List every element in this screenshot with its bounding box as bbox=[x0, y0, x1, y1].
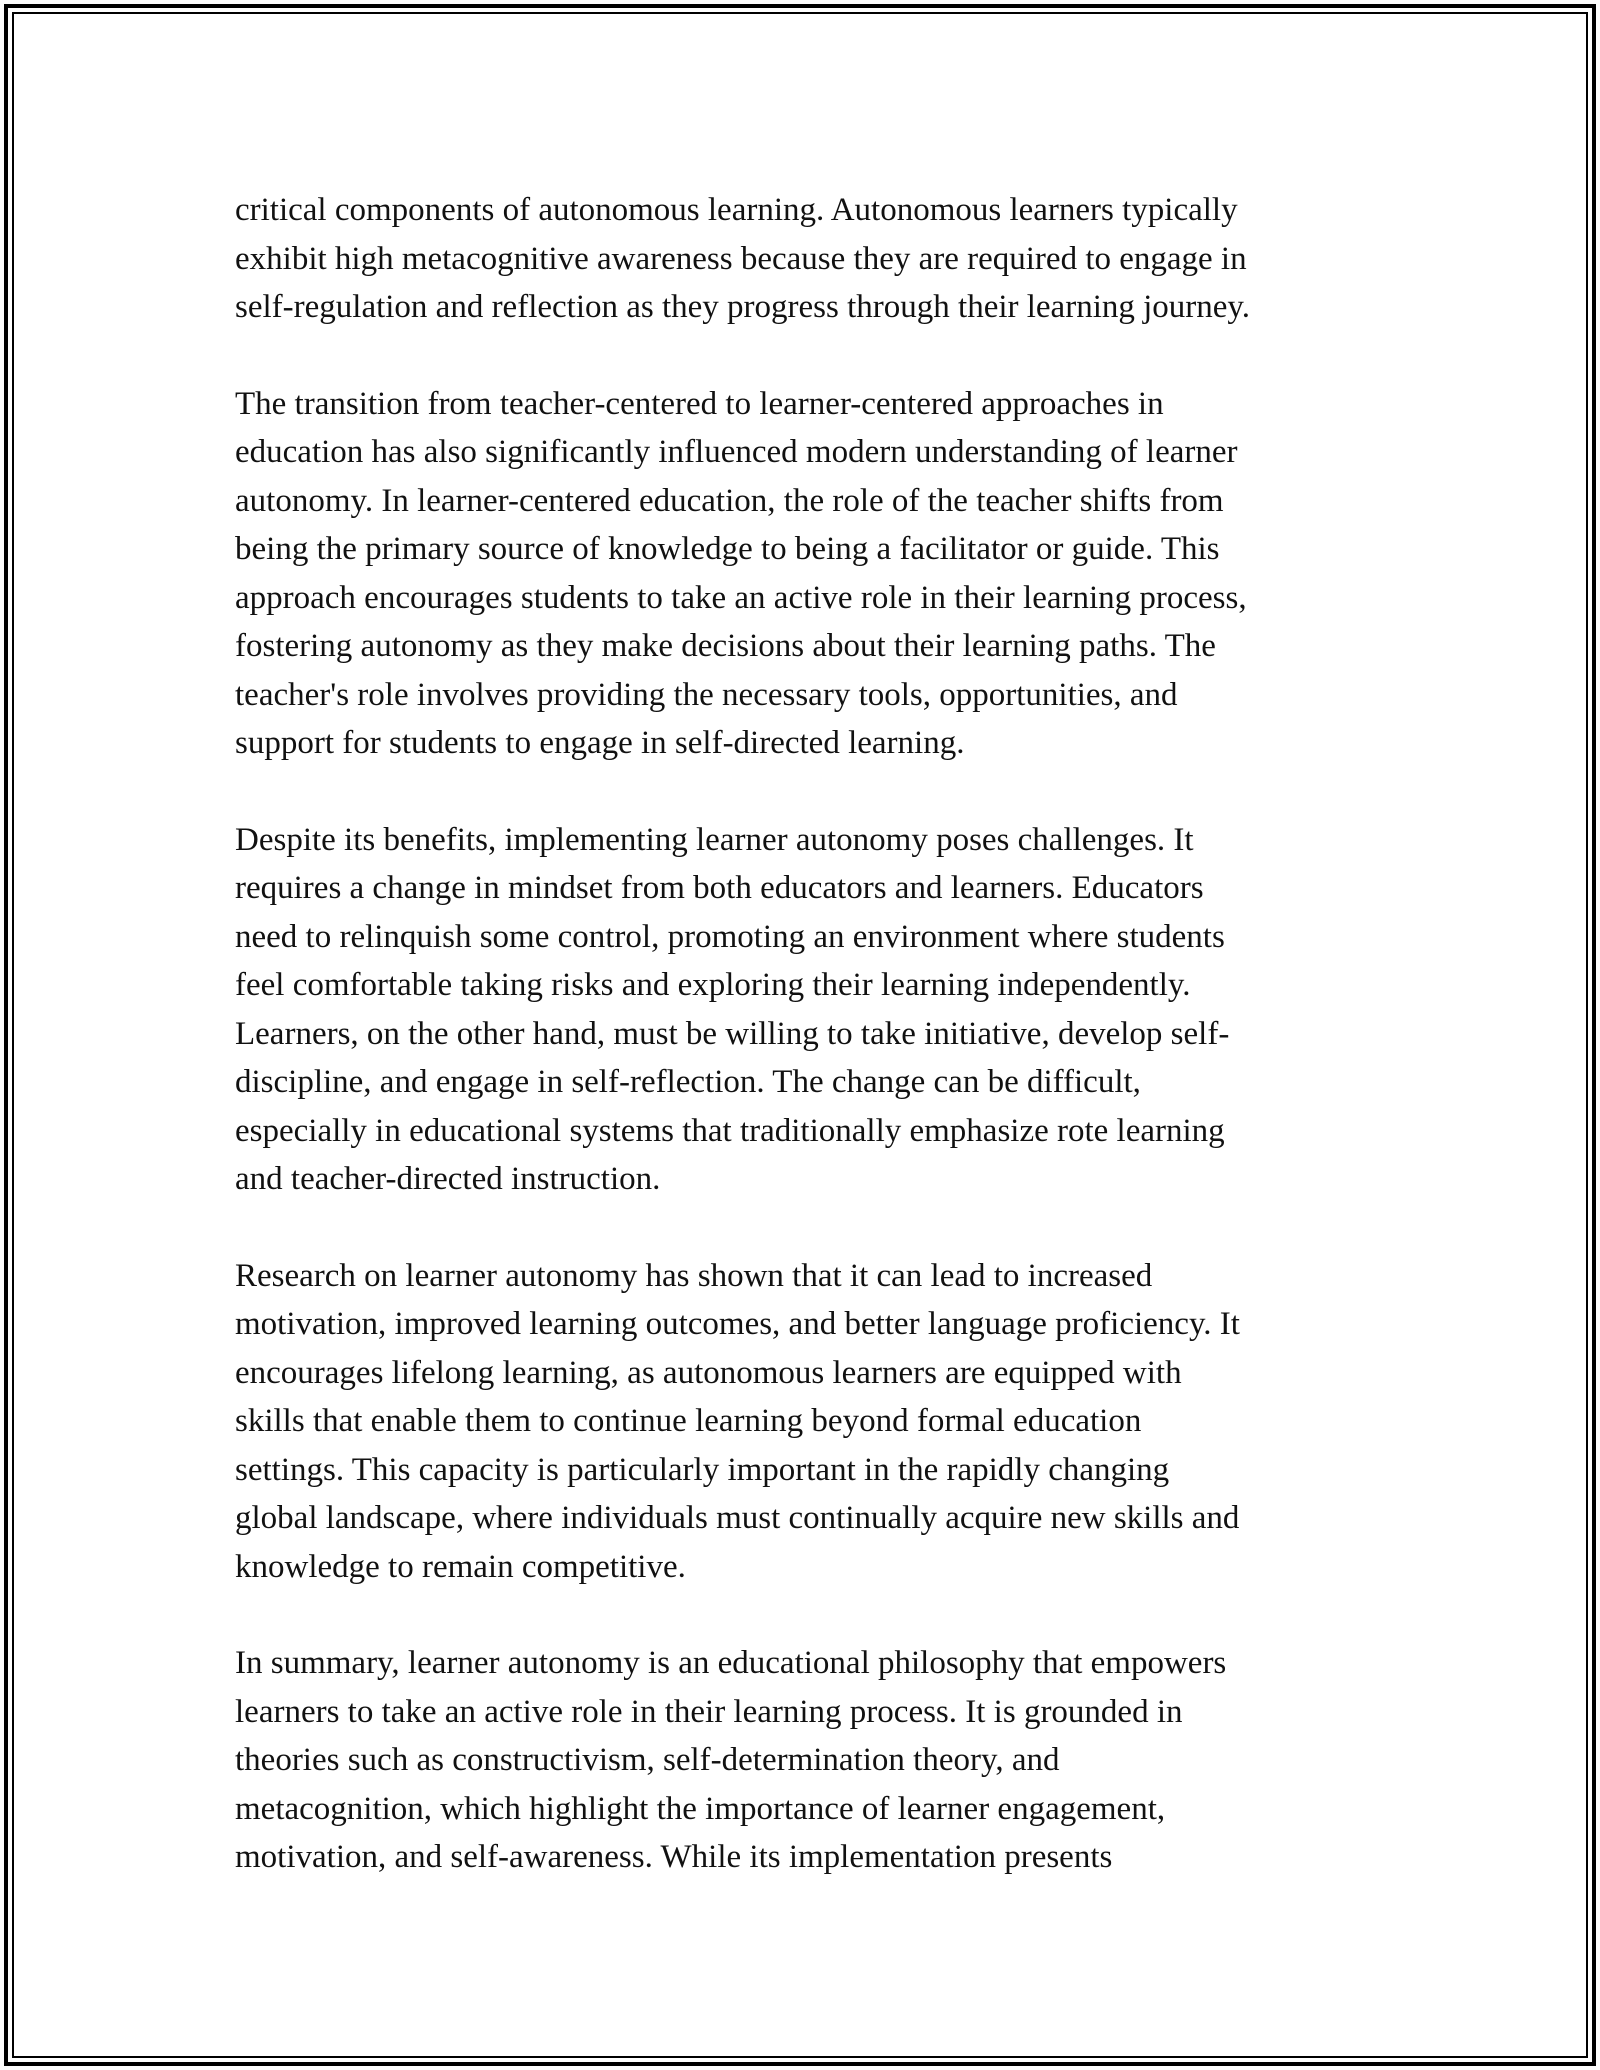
paragraph-summary: In summary, learner autonomy is an educational philosophy that empowers learners to take an active role in their learning process. It is grounded in theories such as constructivism, self-determination theory, and metacognition, which highlight the importance of learner engagement, motivation, and self-awareness. While its implementation presents bbox=[235, 1645, 1227, 1875]
paragraph-research: Research on learner autonomy has shown that it can lead to increased motivation, improved learning outcomes, and better language proficiency. It encourages lifelong learning, as autonomous learners are equipped with skills that enable them to continue learning beyond formal education settings. This capacity is particularly important in the rapidly changing global landscape, where individuals must continually acquire new skills and knowledge to remain competitive. bbox=[235, 1257, 1240, 1585]
paragraph-metacognition: critical components of autonomous learning. Autonomous learners typically exhibit high metacognitive awareness because they are required to engage in self-regulation and reflection as they progress through their learning journey. bbox=[235, 192, 1251, 325]
document-body bbox=[235, 186, 1385, 1930]
paragraph-challenges: Despite its benefits, implementing learner autonomy poses challenges. It requires a change in mindset from both educators and learners. Educators need to relinquish some control, promoting an environment where students feel comfortable taking risks and exploring their learning independently. Learners, on the other hand, must be willing to take initiative, develop self- discipline, and engage in self-reflection. The change can be difficult, especially in educational systems that traditionally emphasize rote learning and teacher-directed instruction. bbox=[235, 821, 1230, 1197]
paragraph-learner-centered: The transition from teacher-centered to learner-centered approaches in education has also significantly influenced modern understanding of learner autonomy. In learner-centered education, the role of the teacher shifts from being the primary source of knowledge to being a facilitator or guide. This approach encourages students to take an active role in their learning process, fostering autonomy as they make decisions about their learning paths. The teacher's role involves providing the necessary tools, opportunities, and support for students to engage in self-directed learning. bbox=[235, 385, 1247, 761]
